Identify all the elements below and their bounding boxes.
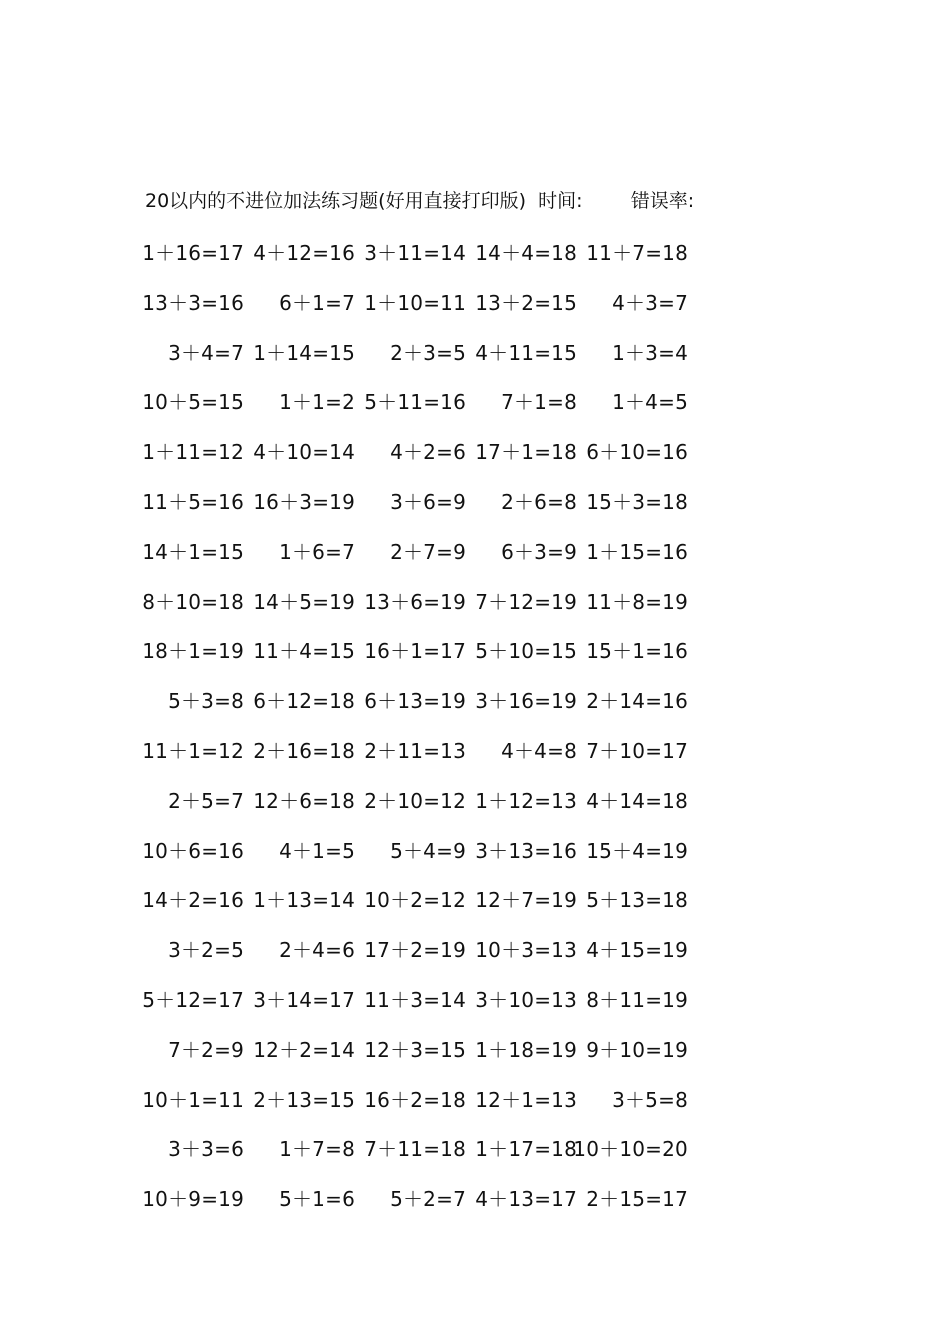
equation: 1＋7=8 (279, 1137, 355, 1162)
equation: 12＋2=14 (253, 1037, 355, 1062)
equation: 6＋10=16 (586, 440, 688, 465)
equation: 4＋15=19 (586, 938, 688, 963)
equation: 12＋1=13 (475, 1087, 577, 1112)
equation: 6＋13=19 (364, 689, 466, 714)
equation: 14＋4=18 (475, 241, 577, 265)
equation: 15＋3=18 (586, 490, 688, 514)
equation: 13＋6=19 (364, 589, 466, 614)
equation: 5＋10=15 (475, 639, 577, 664)
equation: 14＋5=19 (253, 589, 355, 614)
equation: 1＋14=15 (253, 340, 355, 365)
equation: 1＋10=11 (364, 290, 466, 315)
equation: 11＋1=12 (142, 739, 244, 763)
equation: 1＋17=18 (475, 1137, 577, 1162)
equation: 1＋3=4 (612, 340, 688, 365)
equation: 9＋10=19 (586, 1037, 688, 1062)
equation: 3＋11=14 (364, 241, 466, 265)
equation: 2＋15=17 (586, 1187, 688, 1212)
equation: 1＋1=2 (279, 390, 355, 415)
equation: 7＋12=19 (475, 589, 577, 614)
equation: 7＋2=9 (168, 1037, 244, 1062)
equation: 2＋4=6 (279, 938, 355, 963)
equation: 3＋2=5 (168, 938, 244, 963)
equation: 5＋12=17 (142, 988, 244, 1012)
equation: 6＋12=18 (253, 689, 355, 714)
equation: 5＋2=7 (390, 1187, 466, 1212)
equation: 7＋10=17 (586, 739, 688, 763)
equation: 5＋3=8 (168, 689, 244, 714)
equation: 1＋15=16 (586, 539, 688, 564)
equation: 8＋10=18 (142, 589, 244, 614)
equation: 12＋3=15 (364, 1037, 466, 1062)
equation: 16＋1=17 (364, 639, 466, 664)
equation: 16＋3=19 (253, 490, 355, 514)
equation: 11＋5=16 (142, 490, 244, 514)
equation: 10＋1=11 (142, 1087, 244, 1112)
equation: 4＋14=18 (586, 788, 688, 813)
equation: 10＋9=19 (142, 1187, 244, 1212)
equation: 10＋5=15 (142, 390, 244, 415)
equation: 3＋5=8 (612, 1087, 688, 1112)
equation: 15＋4=19 (586, 838, 688, 863)
equation: 1＋16=17 (142, 241, 244, 265)
equation: 11＋7=18 (586, 241, 688, 265)
equation: 12＋6=18 (253, 788, 355, 813)
equation: 4＋11=15 (475, 340, 577, 365)
equation: 10＋2=12 (364, 888, 466, 913)
equation: 17＋2=19 (364, 938, 466, 963)
equation: 18＋1=19 (142, 639, 244, 664)
equation: 2＋11=13 (364, 739, 466, 763)
equation: 17＋1=18 (475, 440, 577, 465)
equation: 5＋11=16 (364, 390, 466, 415)
equation: 13＋3=16 (142, 290, 244, 315)
equation: 2＋10=12 (364, 788, 466, 813)
equation: 3＋4=7 (168, 340, 244, 365)
equation: 5＋4=9 (390, 838, 466, 863)
equation: 3＋6=9 (390, 490, 466, 514)
equation: 7＋11=18 (364, 1137, 466, 1162)
equation: 6＋3=9 (501, 539, 577, 564)
equation: 4＋1=5 (279, 838, 355, 863)
equation: 15＋1=16 (586, 639, 688, 664)
equation: 2＋14=16 (586, 689, 688, 714)
equation: 8＋11=19 (586, 988, 688, 1012)
equation: 3＋3=6 (168, 1137, 244, 1162)
equation: 3＋16=19 (475, 689, 577, 714)
equation: 1＋12=13 (475, 788, 577, 813)
equation: 7＋1=8 (501, 390, 577, 415)
equation: 3＋13=16 (475, 838, 577, 863)
equation: 13＋2=15 (475, 290, 577, 315)
equation: 2＋7=9 (390, 539, 466, 564)
equation: 4＋10=14 (253, 440, 355, 465)
equation: 4＋12=16 (253, 241, 355, 265)
equation: 2＋16=18 (253, 739, 355, 763)
equation: 5＋13=18 (586, 888, 688, 913)
equation: 4＋3=7 (612, 290, 688, 315)
equation: 3＋10=13 (475, 988, 577, 1012)
worksheet-title: 20以内的不进位加法练习题(好用直接打印版) 时间: 错误率: (145, 190, 695, 212)
equation: 2＋6=8 (501, 490, 577, 514)
equation: 1＋4=5 (612, 390, 688, 415)
equation: 2＋13=15 (253, 1087, 355, 1112)
equation: 2＋5=7 (168, 788, 244, 813)
equation: 14＋1=15 (142, 539, 244, 564)
equation: 10＋3=13 (475, 938, 577, 963)
equation: 12＋7=19 (475, 888, 577, 913)
equation: 1＋11=12 (142, 440, 244, 465)
equation: 1＋18=19 (475, 1037, 577, 1062)
equation: 4＋4=8 (501, 739, 577, 763)
equation: 1＋13=14 (253, 888, 355, 913)
equation: 10＋10=20 (573, 1137, 688, 1162)
equation: 11＋8=19 (586, 589, 688, 614)
equation: 3＋14=17 (253, 988, 355, 1012)
equation: 16＋2=18 (364, 1087, 466, 1112)
equation: 2＋3=5 (390, 340, 466, 365)
equation: 1＋6=7 (279, 539, 355, 564)
equation: 6＋1=7 (279, 290, 355, 315)
equation: 11＋4=15 (253, 639, 355, 664)
equation: 4＋2=6 (390, 440, 466, 465)
equation: 4＋13=17 (475, 1187, 577, 1212)
equation: 5＋1=6 (279, 1187, 355, 1212)
equation: 10＋6=16 (142, 838, 244, 863)
equation: 14＋2=16 (142, 888, 244, 913)
equation: 11＋3=14 (364, 988, 466, 1012)
